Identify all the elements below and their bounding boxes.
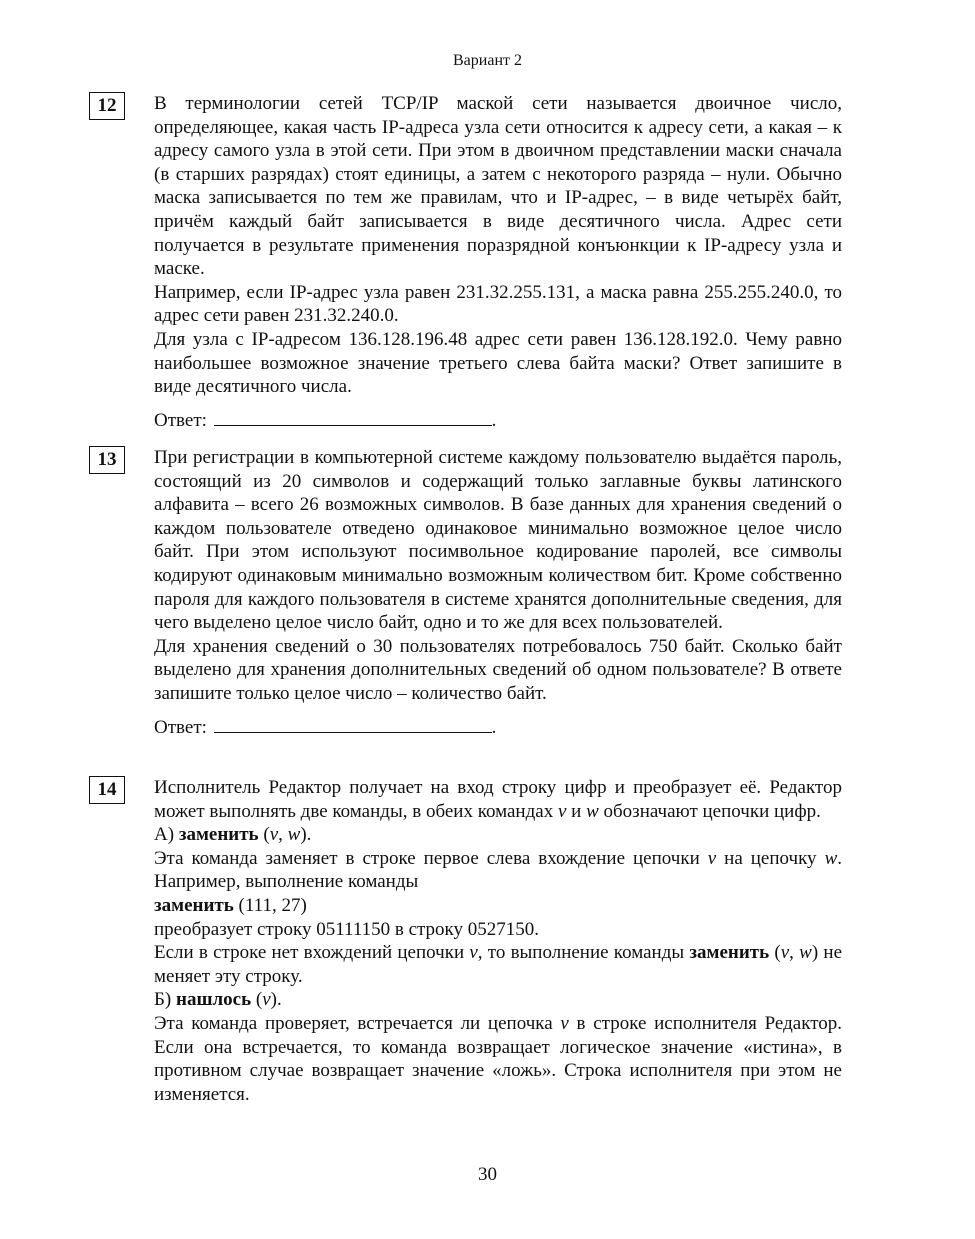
task-number-box: 12 bbox=[89, 92, 125, 120]
answer-period: . bbox=[491, 409, 497, 431]
task-paragraph: Например, если IP-адрес узла равен 231.32.255.131, а маска равна 255.255.240.0, то адрес сети равен 231.32.240.0. bbox=[154, 281, 842, 327]
task-body bbox=[154, 446, 842, 739]
command-b-heading: Б) нашлось (v). bbox=[154, 989, 282, 1011]
task-paragraph: Эта команда проверяет, встречается ли цепочка v в строке исполнителя Редактор. Если она встречается, то команда возвращает логическое значение «истина», в противном случае возвращает значение «ложь». Строка исполнителя при этом не изменяется. bbox=[154, 1012, 842, 1105]
command-a-heading: А) заменить (v, w). bbox=[154, 824, 312, 846]
answer-row bbox=[154, 714, 842, 740]
task-paragraph: Исполнитель Редактор получает на вход строку цифр и преобразует её. Редактор может выполнять две команды, в обеих командах v и w обозначают цепочки цифр. bbox=[154, 777, 842, 822]
task-paragraph: В терминологии сетей TCP/IP маской сети называется двоичное число, определяющее, какая часть IP-адреса узла сети относится к адресу сети, а какая – к адресу самого узла в этой сети. При этом в двоичном представлении маски сначала (в старших разрядах) стоят единицы, а затем с некоторого разряда – нули. Обычно маска записывается по тем же правилам, что и IP-адрес, – в виде четырёх байт, причём каждый байт записывается в виде десятичного числа. Адрес сети получается в результате применения поразрядной конъюнкции к IP-адресу узла и маске. bbox=[154, 93, 842, 280]
task-number-box: 13 bbox=[89, 446, 125, 474]
task-paragraph: Для хранения сведений о 30 пользователях потребовалось 750 байт. Сколько байт выделено для хранения дополнительных сведений об одном пользователе? В ответе запишите только целое число – количество байт. bbox=[154, 635, 842, 704]
answer-label: Ответ: bbox=[154, 409, 207, 431]
answer-period: . bbox=[491, 716, 497, 738]
answer-row bbox=[154, 407, 842, 433]
task-paragraph: Если в строке нет вхождений цепочки v, то выполнение команды заменить (v, w) не меняет эту строку. bbox=[154, 942, 843, 987]
example-command: заменить (111, 27) bbox=[154, 894, 307, 916]
answer-blank[interactable] bbox=[214, 407, 492, 426]
task-paragraph: Для узла с IP-адресом 136.128.196.48 адрес сети равен 136.128.192.0. Чему равно наибольшее возможное значение третьего слева байта маски? Ответ запишите в виде десятичного числа. bbox=[154, 328, 842, 398]
task-body bbox=[154, 776, 842, 1106]
task-paragraph: При регистрации в компьютерной системе каждому пользователю выдаётся пароль, состоящий из 20 символов и содержащий только заглавные буквы латинского алфавита – всего 26 возможных символов. В базе данных для хранения сведений о каждом пользователе отведено одинаковое минимально возможное целое число байт. При этом используют посимвольное кодирование паролей, все символы кодируют одинаковым минимально возможным количеством бит. Кроме собственно пароля для каждого пользователя в системе хранятся дополнительные сведения, для чего выделено целое число байт, одно и то же для всех пользователей. bbox=[154, 447, 842, 634]
task-body bbox=[154, 92, 842, 432]
answer-blank[interactable] bbox=[214, 714, 492, 733]
task-number-box: 14 bbox=[89, 776, 125, 804]
page-header: Вариант 2 bbox=[453, 52, 522, 69]
answer-label: Ответ: bbox=[154, 716, 207, 738]
task-paragraph: Эта команда заменяет в строке первое слева вхождение цепочки v на цепочку w. Например, выполнение команды bbox=[154, 847, 842, 893]
example-result: преобразует строку 05111150 в строку 0527150. bbox=[154, 918, 540, 940]
page-number: 30 bbox=[478, 1164, 497, 1185]
